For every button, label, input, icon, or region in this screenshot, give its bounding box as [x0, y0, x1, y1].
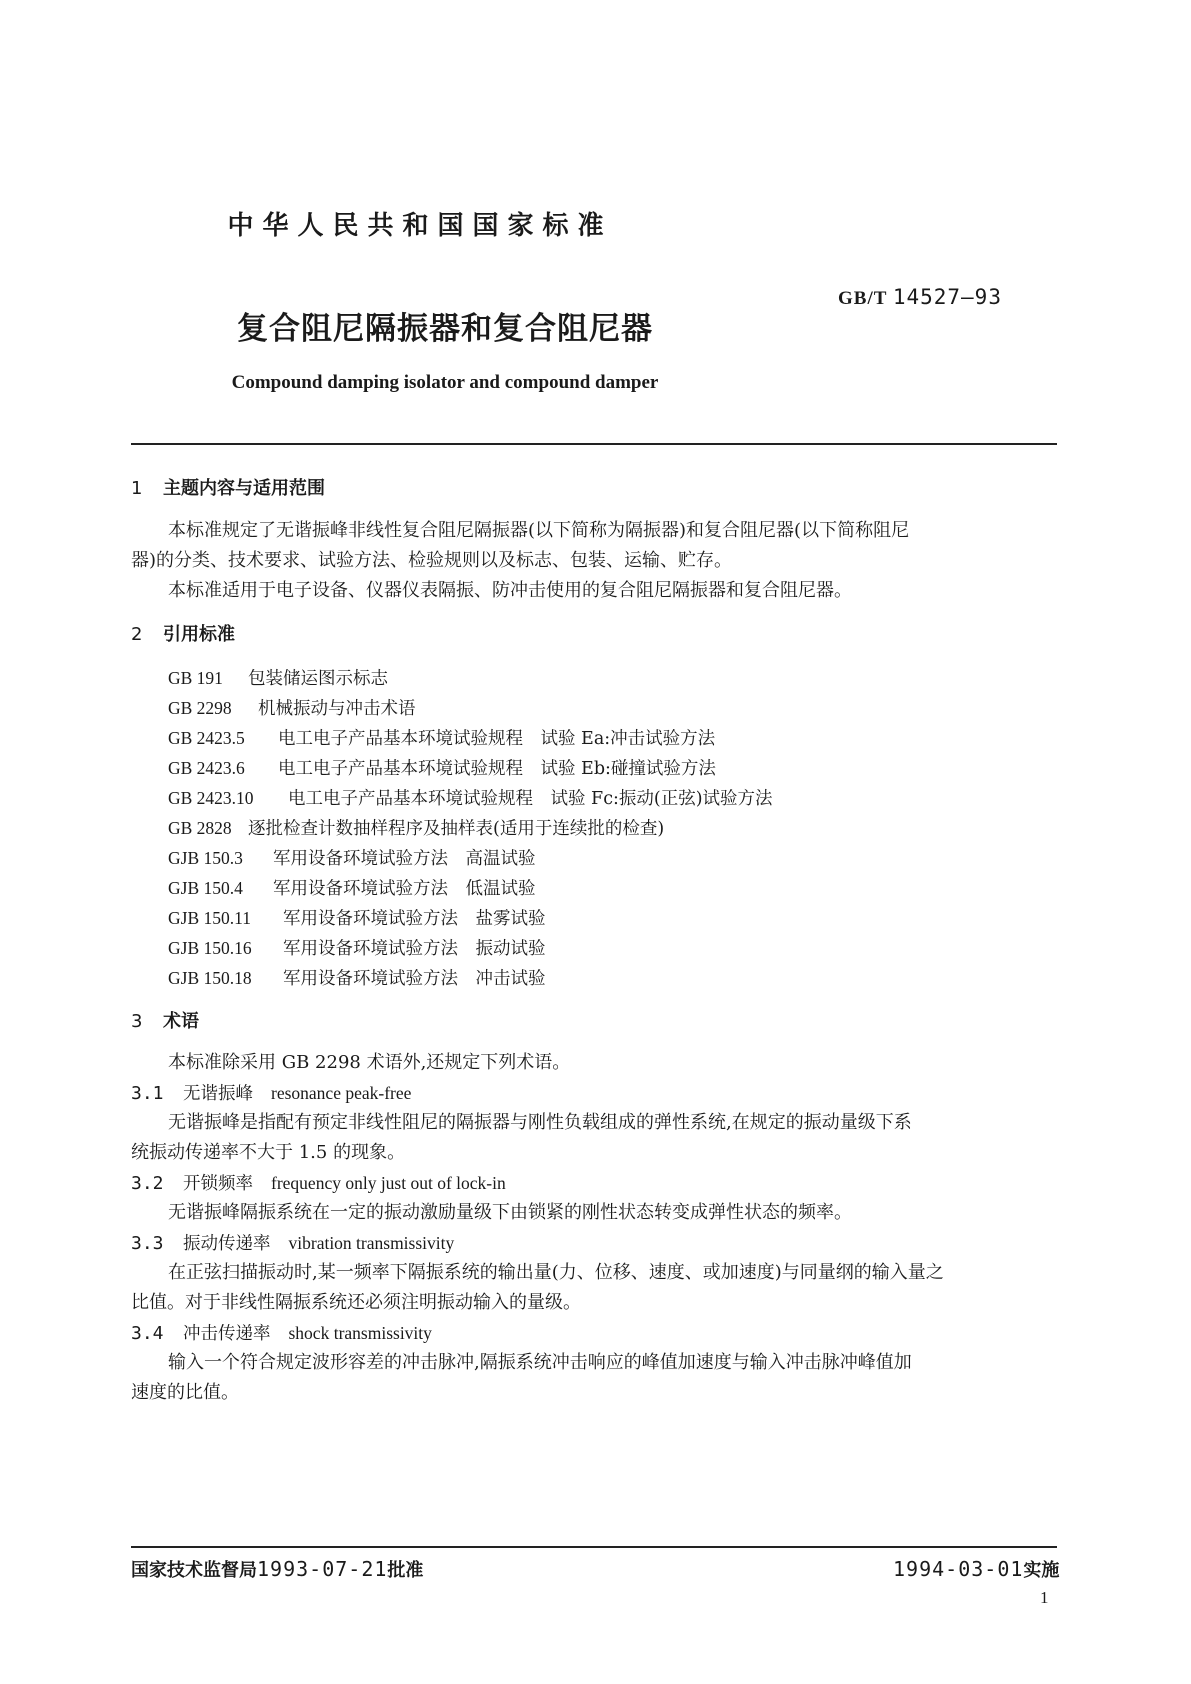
bottom-divider: [131, 1546, 1057, 1548]
term-number: 3.1: [131, 1083, 164, 1104]
reference-title: 逐批检查计数抽样程序及抽样表(适用于连续批的检查): [248, 819, 665, 839]
paragraph-line: 本标准规定了无谐振峰非线性复合阻尼隔振器(以下简称为隔振器)和复合阻尼器(以下简称阻尼: [168, 520, 910, 541]
effective-date: 1994-03-01: [893, 1557, 1024, 1581]
paragraph-line: 无谐振峰隔振系统在一定的振动激励量级下由锁紧的刚性状态转变成弹性状态的频率。: [168, 1202, 852, 1223]
reference-code: GJB 150.16: [168, 938, 252, 958]
section-number: 1: [131, 478, 143, 499]
section-title: 术语: [163, 1011, 199, 1032]
reference-item: [168, 817, 664, 840]
reference-code: GB 2298: [168, 698, 232, 718]
reference-title: 包装储运图示标志: [248, 669, 388, 689]
reference-item: [168, 847, 536, 870]
chinese-title: 复合阻尼隔振器和复合阻尼器: [237, 311, 653, 347]
effective-label: 实施: [1023, 1560, 1060, 1581]
paragraph-line: 本标准除采用 GB 2298 术语外,还规定下列术语。: [168, 1052, 571, 1073]
reference-title: 军用设备环境试验方法 低温试验: [273, 879, 536, 899]
term-number: 3.2: [131, 1173, 164, 1194]
section-number: 3: [131, 1011, 143, 1032]
paragraph-line: 在正弦扫描振动时,某一频率下隔振系统的输出量(力、位移、速度、或加速度)与同量纲的输入量之: [168, 1262, 944, 1283]
reference-item: [168, 967, 546, 990]
section-number: 2: [131, 624, 143, 645]
reference-item: [168, 757, 716, 780]
paragraph-line: 比值。对于非线性隔振系统还必须注明振动输入的量级。: [131, 1292, 581, 1313]
term-en: shock transmissivity: [288, 1323, 432, 1343]
reference-title: 军用设备环境试验方法 振动试验: [283, 939, 546, 959]
reference-code: GB 191: [168, 668, 223, 688]
reference-code: GJB 150.3: [168, 848, 243, 868]
approval-label: 批准: [387, 1560, 424, 1581]
reference-code: GB 2423.5: [168, 728, 245, 748]
page-number: 1: [1040, 1588, 1049, 1607]
reference-item: [168, 877, 536, 900]
reference-code: GB 2423.6: [168, 758, 245, 778]
reference-code: GJB 150.11: [168, 908, 251, 928]
issuer: 国家技术监督局: [131, 1560, 257, 1581]
reference-title: 军用设备环境试验方法 冲击试验: [283, 969, 546, 989]
section-2-heading: [131, 624, 235, 646]
paragraph-line: 统振动传递率不大于 1.5 的现象。: [131, 1142, 406, 1163]
reference-title: 电工电子产品基本环境试验规程 试验 Ea:冲击试验方法: [278, 729, 716, 749]
reference-title: 电工电子产品基本环境试验规程 试验 Fc:振动(正弦)试验方法: [288, 789, 773, 809]
section-1-heading: [131, 478, 325, 500]
paragraph-line: 无谐振峰是指配有预定非线性阻尼的隔振器与刚性负载组成的弹性系统,在规定的振动量级下系: [168, 1112, 912, 1133]
top-divider: [131, 443, 1057, 445]
paragraph-line: 输入一个符合规定波形容差的冲击脉冲,隔振系统冲击响应的峰值加速度与输入冲击脉冲峰值加: [168, 1352, 912, 1373]
reference-code: GJB 150.18: [168, 968, 252, 988]
term-cn: 振动传递率: [183, 1234, 271, 1254]
reference-item: [168, 697, 416, 720]
section-title: 主题内容与适用范围: [163, 478, 325, 499]
national-standard-title: 中华人民共和国国家标准: [227, 211, 613, 241]
standard-code: 14527—93: [892, 285, 1002, 309]
reference-item: [168, 937, 546, 960]
reference-title: 机械振动与冲击术语: [258, 699, 416, 719]
reference-code: GB 2423.10: [168, 788, 254, 808]
effective-info: [893, 1556, 1059, 1582]
term-heading: [131, 1172, 506, 1195]
paragraph-line: 速度的比值。: [131, 1382, 239, 1403]
approval-date: 1993-07-21: [257, 1557, 388, 1581]
section-3-heading: [131, 1011, 199, 1033]
term-heading: [131, 1232, 454, 1255]
term-heading: [131, 1082, 411, 1105]
paragraph-line: 本标准适用于电子设备、仪器仪表隔振、防冲击使用的复合阻尼隔振器和复合阻尼器。: [168, 580, 852, 601]
term-cn: 无谐振峰: [183, 1084, 253, 1104]
reference-code: GB 2828: [168, 818, 232, 838]
term-heading: [131, 1322, 432, 1345]
reference-item: [168, 787, 773, 810]
term-en: vibration transmissivity: [288, 1233, 455, 1253]
term-number: 3.3: [131, 1233, 164, 1254]
reference-item: [168, 667, 388, 690]
standard-prefix: GB/T: [838, 288, 888, 309]
approval-info: [131, 1556, 423, 1582]
term-en: resonance peak-free: [271, 1083, 412, 1103]
english-title: Compound damping isolator and compound damper: [231, 372, 659, 393]
reference-item: [168, 727, 715, 750]
term-en: frequency only just out of lock-in: [271, 1173, 506, 1193]
reference-title: 军用设备环境试验方法 高温试验: [273, 849, 536, 869]
reference-item: [168, 907, 546, 930]
reference-code: GJB 150.4: [168, 878, 243, 898]
reference-title: 电工电子产品基本环境试验规程 试验 Eb:碰撞试验方法: [278, 759, 716, 779]
term-number: 3.4: [131, 1323, 164, 1344]
section-title: 引用标准: [163, 624, 235, 645]
term-cn: 冲击传递率: [183, 1324, 271, 1344]
term-cn: 开锁频率: [183, 1174, 253, 1194]
reference-title: 军用设备环境试验方法 盐雾试验: [283, 909, 546, 929]
paragraph-line: 器)的分类、技术要求、试验方法、检验规则以及标志、包装、运输、贮存。: [131, 550, 733, 571]
